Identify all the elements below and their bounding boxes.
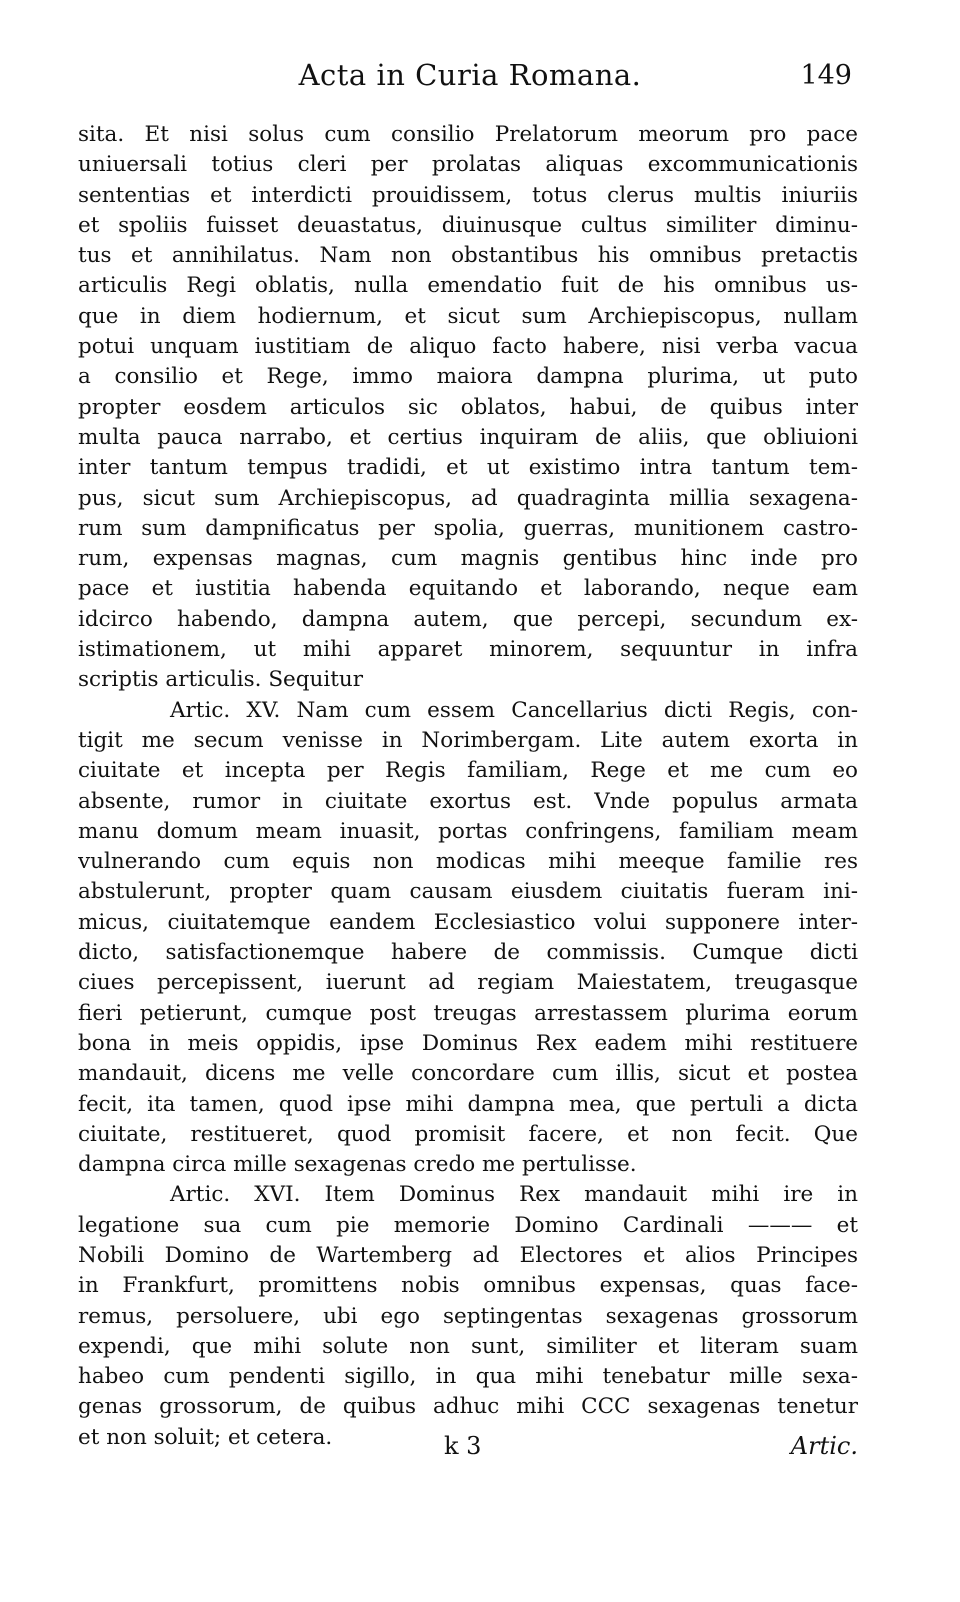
text-line: tigit me secum venisse in Norimbergam. Lite autem exorta in (78, 727, 858, 753)
text-line: Artic. XVI. Item Dominus Rex mandauit mihi ire in (170, 1182, 858, 1208)
text-line: potui unquam iustitiam de aliquo facto habere, nisi verba vacua (78, 334, 858, 360)
text-line: fieri petierunt, cumque post treugas arrestassem plurima eorum (78, 1000, 858, 1026)
text-line: vulnerando cum equis non modicas mihi meeque familie res (78, 849, 858, 875)
text-line: sententias et interdicti prouidissem, totus clerus multis iniuriis (78, 182, 858, 208)
signature-mark: k 3 (444, 1432, 482, 1460)
text-line: a consilio et Rege, immo maiora dampna plurima, ut puto (78, 364, 858, 390)
text-line: ciuitate, restitueret, quod promisit facere, et non fecit. Que (78, 1121, 858, 1147)
catchword: Artic. (790, 1432, 858, 1460)
text-line: sita. Et nisi solus cum consilio Prelatorum meorum pro pace (78, 122, 858, 147)
text-line: micus, ciuitatemque eandem Ecclesiastico volui supponere inter- (78, 909, 858, 935)
text-line: inter tantum tempus tradidi, et ut existimo intra tantum tem- (78, 455, 858, 481)
text-line: scriptis articulis. Sequitur (78, 667, 364, 693)
text-line: ciues percepissent, iuerunt ad regiam Maiestatem, treugasque (78, 970, 858, 996)
text-line: legatione sua cum pie memorie Domino Cardinali ——— et (78, 1212, 858, 1238)
text-line: rum, expensas magnas, cum magnis gentibus hinc inde pro (78, 546, 858, 572)
text-line: articulis Regi oblatis, nulla emendatio fuit de his omnibus us- (78, 273, 858, 299)
text-line: ciuitate et incepta per Regis familiam, Rege et me cum eo (78, 758, 858, 784)
text-line: expendi, que mihi solute non sunt, similiter et literam suam (78, 1333, 858, 1359)
text-line: mandauit, dicens me velle concordare cum illis, sicut et postea (78, 1061, 858, 1087)
text-line: genas grossorum, de quibus adhuc mihi CCC sexagenas tenetur (78, 1394, 858, 1420)
text-line: Artic. XV. Nam cum essem Cancellarius dicti Regis, con- (170, 697, 858, 723)
text-line: absente, rumor in ciuitate exortus est. Vnde populus armata (78, 788, 858, 814)
text-line: Nobili Domino de Wartemberg ad Electores et alios Principes (78, 1242, 858, 1268)
page-footer (78, 1432, 858, 1468)
text-line: habeo cum pendenti sigillo, in qua mihi tenebatur mille sexa- (78, 1364, 858, 1390)
text-line: rum sum dampnificatus per spolia, guerras, munitionem castro- (78, 515, 858, 541)
text-line: et non soluit; et cetera. (78, 1424, 333, 1450)
text-line: bona in meis oppidis, ipse Dominus Rex eadem mihi restituere (78, 1030, 858, 1056)
text-line: tus et annihilatus. Nam non obstantibus his omnibus pretactis (78, 243, 858, 269)
text-line: uniuersali totius cleri per prolatas aliquas excommunicationis (78, 152, 858, 178)
text-line: remus, persoluere, ubi ego septingentas sexagenas grossorum (78, 1303, 858, 1329)
running-head (80, 58, 860, 98)
page-number: 149 (800, 60, 852, 91)
text-line: pace et iustitia habenda equitando et laborando, neque eam (78, 576, 858, 602)
text-line: in Frankfurt, promittens nobis omnibus expensas, quas face- (78, 1273, 858, 1299)
text-line: istimationem, ut mihi apparet minorem, sequuntur in infra (78, 637, 858, 663)
text-line: et spoliis fuisset deuastatus, diuinusque cultus similiter diminu- (78, 212, 858, 238)
text-line: dicto, satisfactionemque habere de commissis. Cumque dicti (78, 940, 858, 966)
text-line: fecit, ita tamen, quod ipse mihi dampna mea, que pertuli a dicta (78, 1091, 858, 1117)
text-line: propter eosdem articulos sic oblatos, habui, de quibus inter (78, 394, 858, 420)
text-line: abstulerunt, propter quam causam eiusdem ciuitatis fueram ini- (78, 879, 858, 905)
body-text (78, 120, 858, 1453)
text-line: pus, sicut sum Archiepiscopus, ad quadraginta millia sexagena- (78, 485, 858, 511)
text-line: que in diem hodiernum, et sicut sum Archiepiscopus, nullam (78, 303, 858, 329)
text-line: multa pauca narrabo, et certius inquiram de aliis, que obliuioni (78, 424, 858, 450)
text-line: dampna circa mille sexagenas credo me pertulisse. (78, 1152, 637, 1178)
running-title: Acta in Curia Romana. (298, 58, 642, 92)
text-line: manu domum meam inuasit, portas confringens, familiam meam (78, 818, 858, 844)
text-line: idcirco habendo, dampna autem, que percepi, secundum ex- (78, 606, 858, 632)
